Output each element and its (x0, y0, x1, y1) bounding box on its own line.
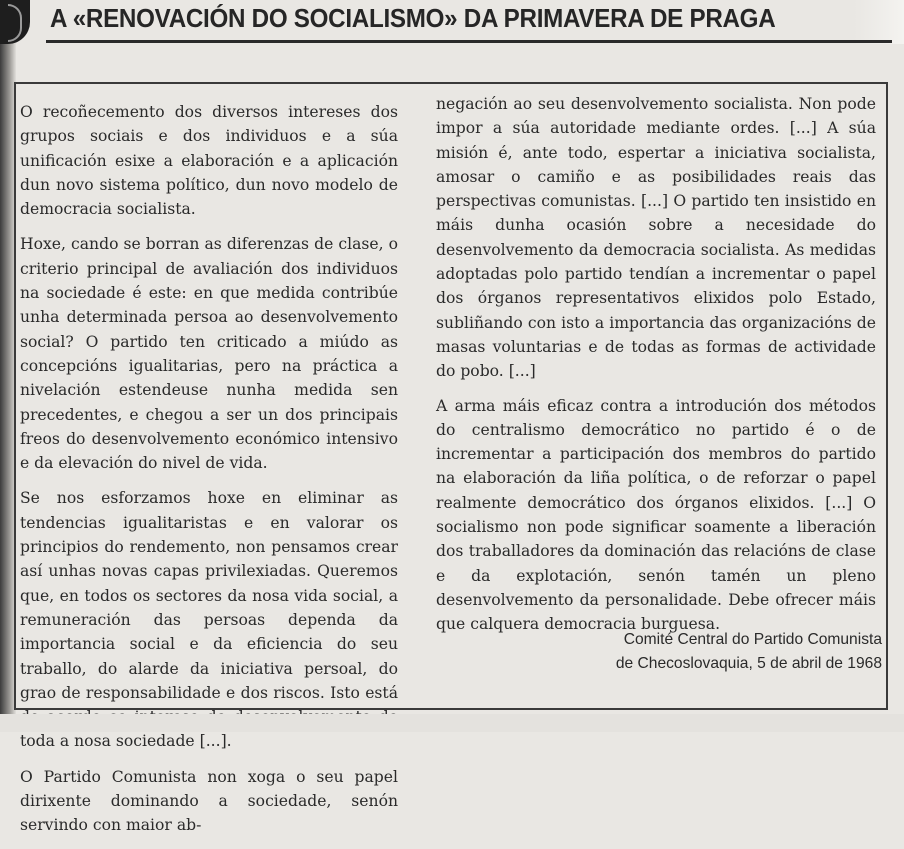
title-underline (46, 40, 892, 43)
paragraph: O Partido Comunista non xoga o seu papel dirixente dominando a sociedade, senón servindo con maior ab- (20, 767, 398, 835)
paragraph: negación ao seu desenvolvemento socialista. Non pode impor a súa autoridade mediante ordes. [...] A súa misión é, ante todo, espertar a iniciativa socialista, amosar o camiño e as posibilidades reais das perspectivas comunistas. [...] O partido ten insistido en máis dunha ocasión sobre a necesidade do desenvolvemento da democracia socialista. As medidas adoptadas polo partido tendían a incrementar o papel dos órganos representativos elixidos polo Estado, subliñando con isto a importancia das organizacións de masas voluntarias e de todas as formas de actividade do pobo. [...] (436, 95, 876, 381)
right-column (436, 92, 876, 647)
paragraph: Se nos esforzamos hoxe en eliminar as tendencias igualitaristas e en valorar os principios do rendemento, non pensamos crear así unhas novas capas privilexiadas. Queremos que, en todos os sectores da nosa vida social, a remuneración das persoas dependa da importancia social e da eficiencia do seu traballo, do alarde da iniciativa persoal, do grao de responsabilidade e dos riscos. Isto está toda a nosa sociedade [...]. (20, 489, 398, 751)
paragraph: O recoñecemento dos diversos intereses dos grupos sociais e dos individuos e a súa unificación esixe a elaboración e a aplicación dun novo sistema político, dun novo modelo de democracia socialista. (20, 103, 398, 219)
signature-line: Comité Central do Partido Comunista (623, 631, 882, 648)
corner-highlight (854, 0, 904, 44)
signature-line: de Checoslovaquia, 5 de abril de 1968 (615, 655, 882, 672)
signature-block (616, 628, 882, 676)
paragraph: Hoxe, cando se borran as diferenzas de clase, o criterio principal de avaliación dos individuos na sociedade é este: en que medida contribúe unha determinada persoa ao desenvolvemento social? O partido ten criticado a miúdo as concepcións igualitarias, pero na práctica a nivelación estendeuse nunha medida sen precedentes, e chegou a ser un dos principais freos do desenvolvemento económico intensivo e da elevación do nivel de vida. (20, 235, 398, 473)
page-title: A «RENOVACIÓN DO SOCIALISMO» DA PRIMAVERA DE PRAGA (50, 3, 776, 33)
left-column (20, 100, 398, 849)
page-bottom-margin (0, 714, 904, 732)
section-badge (0, 0, 30, 44)
paragraph: A arma máis eficaz contra a introdución dos métodos do centralismo democrático no partido é o de incrementar a participación dos membros do partido na elaboración da liña política, o de reforzar o papel realmente democrático dos órganos elixidos. [...] O socialismo non pode significar soamente a liberación dos traballadores da dominación das relacións de clase e da explotación, senón tamén un pleno desenvolvemento da personalidade. Debe ofrecer máis que calquera democracia burguesa. (436, 396, 876, 634)
page-header (0, 0, 904, 52)
